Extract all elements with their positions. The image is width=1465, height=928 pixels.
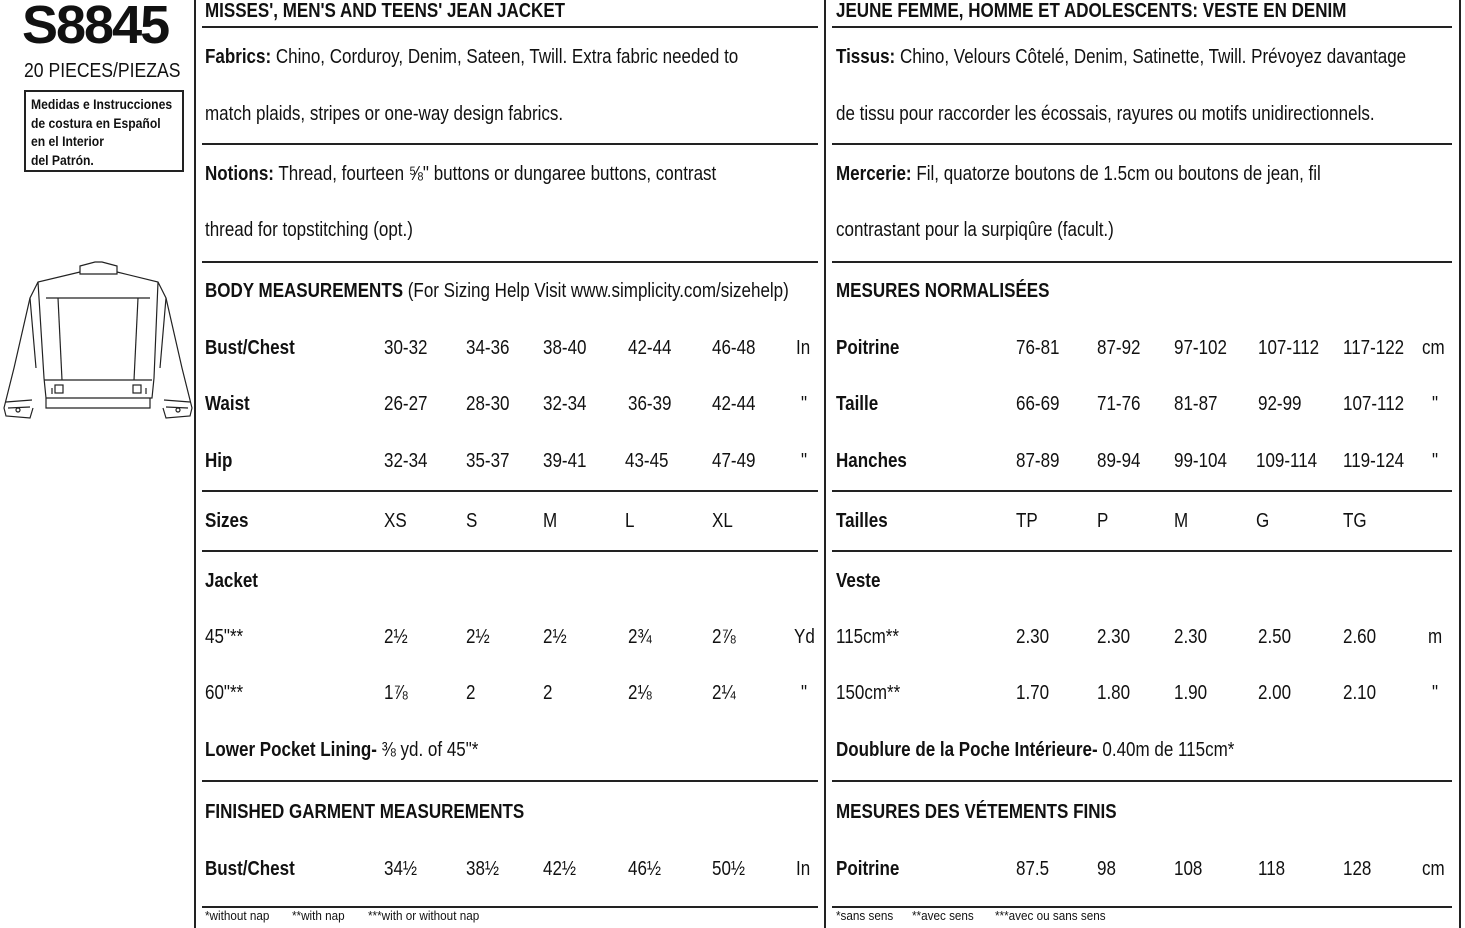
rule bbox=[202, 490, 818, 492]
footnote: **avec sens bbox=[912, 908, 974, 923]
jacket-label: Veste bbox=[836, 570, 881, 592]
cell: 119-124 bbox=[1343, 450, 1405, 472]
row-label: Bust/Chest bbox=[205, 858, 295, 880]
footnote: ***avec ou sans sens bbox=[995, 908, 1106, 923]
cell: 87.5 bbox=[1016, 858, 1050, 880]
pattern-number: S8845 bbox=[22, 0, 169, 55]
english-title: MISSES', MEN'S AND TEENS' JEAN JACKET bbox=[205, 0, 566, 22]
size: TP bbox=[1016, 510, 1038, 532]
size: TG bbox=[1343, 510, 1367, 532]
french-fabrics-cont: de tissu pour raccorder les écossais, rayures ou motifs unidirectionnels. bbox=[836, 103, 1375, 125]
cell: 42-44 bbox=[628, 337, 672, 359]
row-label: 150cm** bbox=[836, 682, 901, 704]
cell: 107-112 bbox=[1343, 393, 1405, 415]
cell: 2.10 bbox=[1343, 682, 1377, 704]
lining: Lower Pocket Lining- ⅜ yd. of 45"* bbox=[205, 739, 479, 761]
cell: 2.30 bbox=[1097, 626, 1131, 648]
size: XL bbox=[712, 510, 733, 532]
cell: 2¼ bbox=[712, 682, 736, 704]
cell: 46½ bbox=[628, 858, 662, 880]
french-fabrics: Tissus: Chino, Velours Côtelé, Denim, Satinette, Twill. Prévoyez davantage bbox=[836, 46, 1407, 68]
row-label: 45"** bbox=[205, 626, 244, 648]
cell: 38½ bbox=[466, 858, 500, 880]
size: S bbox=[466, 510, 478, 532]
size: M bbox=[1174, 510, 1189, 532]
cell: 36-39 bbox=[628, 393, 672, 415]
cell: 47-49 bbox=[712, 450, 756, 472]
cell: 1.90 bbox=[1174, 682, 1208, 704]
cell: 1.70 bbox=[1016, 682, 1050, 704]
row-label: Poitrine bbox=[836, 337, 900, 359]
english-fabrics: Fabrics: Chino, Corduroy, Denim, Sateen, Twill. Extra fabric needed to bbox=[205, 46, 739, 68]
cell: 34½ bbox=[384, 858, 418, 880]
rule bbox=[202, 261, 818, 263]
unit: cm bbox=[1422, 858, 1445, 880]
row-label: 60"** bbox=[205, 682, 244, 704]
french-notions-cont: contrastant pour la surpiqûre (facult.) bbox=[836, 219, 1114, 241]
rule bbox=[832, 143, 1452, 145]
row-label: Hip bbox=[205, 450, 233, 472]
cell: 2 bbox=[543, 682, 553, 704]
sizes-label: Sizes bbox=[205, 510, 249, 532]
cell: 2.00 bbox=[1258, 682, 1292, 704]
cell: 117-122 bbox=[1343, 337, 1405, 359]
spanish-note-line: en el Interior bbox=[31, 134, 104, 149]
pieces-count: 20 PIECES/PIEZAS bbox=[24, 60, 181, 82]
jacket-label: Jacket bbox=[205, 570, 258, 592]
spanish-note-line: de costura en Español bbox=[31, 115, 161, 131]
size: P bbox=[1097, 510, 1109, 532]
cell: 92-99 bbox=[1258, 393, 1302, 415]
size: G bbox=[1256, 510, 1270, 532]
rule bbox=[832, 490, 1452, 492]
cell: 26-27 bbox=[384, 393, 428, 415]
row-label: Waist bbox=[205, 393, 250, 415]
size: XS bbox=[384, 510, 407, 532]
cell: 81-87 bbox=[1174, 393, 1218, 415]
footnote: ***with or without nap bbox=[368, 908, 480, 923]
cell: 118 bbox=[1258, 858, 1286, 880]
cell: 2 bbox=[466, 682, 476, 704]
rule bbox=[832, 261, 1452, 263]
cell: 97-102 bbox=[1174, 337, 1227, 359]
unit: " bbox=[801, 682, 808, 704]
size: M bbox=[543, 510, 558, 532]
row-label: Hanches bbox=[836, 450, 907, 472]
unit: In bbox=[796, 858, 811, 880]
sizes-label: Tailles bbox=[836, 510, 888, 532]
cell: 66-69 bbox=[1016, 393, 1060, 415]
footnote: *sans sens bbox=[836, 908, 894, 923]
cell: 39-41 bbox=[543, 450, 587, 472]
cell: 107-112 bbox=[1258, 337, 1320, 359]
unit: cm bbox=[1422, 337, 1445, 359]
cell: 128 bbox=[1343, 858, 1372, 880]
english-notions: Notions: Thread, fourteen ⅝" buttons or dungaree buttons, contrast bbox=[205, 163, 717, 185]
rule bbox=[832, 550, 1452, 552]
english-body-heading: BODY MEASUREMENTS (For Sizing Help Visit www.simplicity.com/sizehelp) bbox=[205, 280, 789, 302]
english-notions-cont: thread for topstitching (opt.) bbox=[205, 219, 413, 241]
cell: 43-45 bbox=[625, 450, 669, 472]
rule bbox=[832, 780, 1452, 782]
cell: 2⅞ bbox=[712, 626, 736, 648]
unit: " bbox=[801, 393, 808, 415]
cell: 2.50 bbox=[1258, 626, 1292, 648]
cell: 2.30 bbox=[1016, 626, 1050, 648]
cell: 46-48 bbox=[712, 337, 756, 359]
cell: 89-94 bbox=[1097, 450, 1141, 472]
row-label: 115cm** bbox=[836, 626, 900, 648]
footnote: **with nap bbox=[292, 908, 345, 923]
spanish-note-line: del Patrón. bbox=[31, 152, 94, 168]
cell: 38-40 bbox=[543, 337, 587, 359]
unit: m bbox=[1428, 626, 1443, 648]
cell: 2½ bbox=[384, 626, 408, 648]
cell: 98 bbox=[1097, 858, 1116, 880]
lining: Doublure de la Poche Intérieure- 0.40m de 115cm* bbox=[836, 739, 1235, 761]
rule bbox=[202, 550, 818, 552]
cell: 2¾ bbox=[628, 626, 652, 648]
cell: 1.80 bbox=[1097, 682, 1131, 704]
unit: " bbox=[801, 450, 808, 472]
cell: 42½ bbox=[543, 858, 577, 880]
cell: 76-81 bbox=[1016, 337, 1060, 359]
footnote: *without nap bbox=[205, 908, 270, 923]
cell: 99-104 bbox=[1174, 450, 1227, 472]
rule bbox=[202, 26, 818, 28]
cell: 108 bbox=[1174, 858, 1203, 880]
unit: " bbox=[1432, 450, 1439, 472]
cell: 109-114 bbox=[1256, 450, 1318, 472]
cell: 42-44 bbox=[712, 393, 756, 415]
size: L bbox=[625, 510, 635, 532]
spanish-note-box bbox=[24, 90, 184, 172]
cell: 1⅞ bbox=[384, 682, 408, 704]
row-label: Bust/Chest bbox=[205, 337, 295, 359]
unit: Yd bbox=[794, 626, 815, 648]
unit: " bbox=[1432, 393, 1439, 415]
rule bbox=[202, 143, 818, 145]
divider bbox=[824, 0, 826, 928]
cell: 34-36 bbox=[466, 337, 510, 359]
spanish-note-line: Medidas e Instrucciones bbox=[31, 97, 173, 112]
french-title: JEUNE FEMME, HOMME ET ADOLESCENTS: VESTE EN DENIM bbox=[836, 0, 1347, 22]
cell: 87-92 bbox=[1097, 337, 1141, 359]
divider bbox=[194, 0, 196, 928]
cell: 28-30 bbox=[466, 393, 510, 415]
row-label: Taille bbox=[836, 393, 879, 415]
rule bbox=[202, 780, 818, 782]
jacket-back-illustration bbox=[0, 258, 196, 428]
cell: 2.60 bbox=[1343, 626, 1377, 648]
cell: 30-32 bbox=[384, 337, 428, 359]
cell: 87-89 bbox=[1016, 450, 1060, 472]
rule bbox=[832, 26, 1452, 28]
finished-heading: FINISHED GARMENT MEASUREMENTS bbox=[205, 801, 525, 823]
unit: " bbox=[1432, 682, 1439, 704]
cell: 2½ bbox=[543, 626, 567, 648]
row-label: Poitrine bbox=[836, 858, 900, 880]
french-notions: Mercerie: Fil, quatorze boutons de 1.5cm ou boutons de jean, fil bbox=[836, 163, 1321, 185]
unit: In bbox=[796, 337, 811, 359]
cell: 71-76 bbox=[1097, 393, 1141, 415]
cell: 2⅛ bbox=[628, 682, 652, 704]
cell: 35-37 bbox=[466, 450, 510, 472]
english-fabrics-cont: match plaids, stripes or one-way design fabrics. bbox=[205, 103, 564, 125]
cell: 32-34 bbox=[543, 393, 587, 415]
divider bbox=[1459, 0, 1461, 928]
french-body-heading: MESURES NORMALISÉES bbox=[836, 280, 1050, 302]
cell: 2½ bbox=[466, 626, 490, 648]
cell: 50½ bbox=[712, 858, 746, 880]
finished-heading: MESURES DES VÉTEMENTS FINIS bbox=[836, 801, 1117, 823]
cell: 2.30 bbox=[1174, 626, 1208, 648]
cell: 32-34 bbox=[384, 450, 428, 472]
